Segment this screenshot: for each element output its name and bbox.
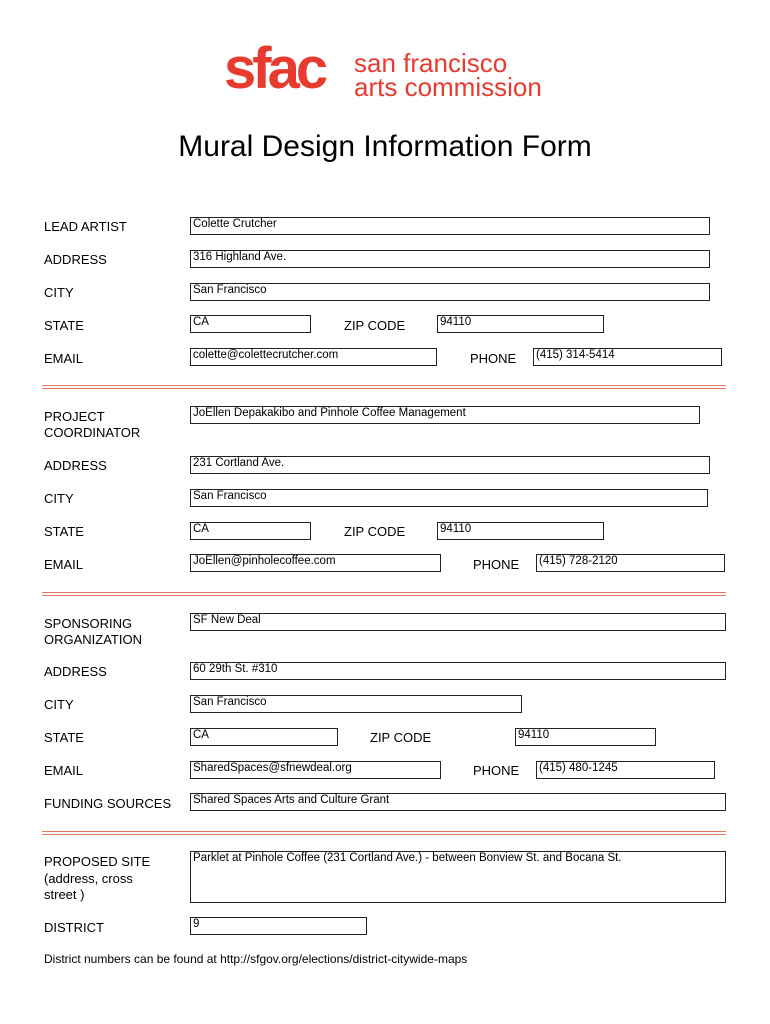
district-label: DISTRICT (44, 920, 104, 935)
project-coordinator-field[interactable]: JoEllen Depakakibo and Pinhole Coffee Management (190, 406, 700, 424)
lead-artist-address-label: ADDRESS (44, 252, 107, 267)
sponsoring-organization-phone-field[interactable]: (415) 480-1245 (536, 761, 715, 779)
district-note: District numbers can be found at http://sfgov.org/elections/district-citywide-maps (44, 952, 468, 966)
project-coordinator-phone-label: PHONE (473, 557, 520, 572)
proposed-site-label-2: (address, cross (44, 871, 133, 886)
project-coordinator-zip-label: ZIP CODE (344, 524, 406, 539)
sponsoring-organization-label-2: ORGANIZATION (44, 632, 142, 647)
sponsoring-organization-field[interactable]: SF New Deal (190, 613, 726, 631)
project-coordinator-address-field[interactable]: 231 Cortland Ave. (190, 456, 710, 474)
sponsoring-organization-phone-label: PHONE (473, 763, 520, 778)
lead-artist-zip-field[interactable]: 94110 (437, 315, 604, 333)
lead-artist-phone-field[interactable]: (415) 314-5414 (533, 348, 722, 366)
sponsoring-organization-state-label: STATE (44, 730, 84, 745)
project-coordinator-email-field[interactable]: JoEllen@pinholecoffee.com (190, 554, 441, 572)
sponsoring-organization-zip-field[interactable]: 94110 (515, 728, 656, 746)
page-title: Mural Design Information Form (178, 130, 592, 163)
sponsoring-organization-address-field[interactable]: 60 29th St. #310 (190, 662, 726, 680)
project-coordinator-city-label: CITY (44, 491, 74, 506)
project-coordinator-address-label: ADDRESS (44, 458, 107, 473)
proposed-site-label-1: PROPOSED SITE (44, 854, 151, 869)
lead-artist-city-label: CITY (44, 285, 74, 300)
project-coordinator-state-field[interactable]: CA (190, 522, 311, 540)
section-divider (42, 385, 726, 389)
district-field[interactable]: 9 (190, 917, 367, 935)
lead-artist-zip-label: ZIP CODE (344, 318, 406, 333)
lead-artist-email-field[interactable]: colette@colettecrutcher.com (190, 348, 437, 366)
proposed-site-field[interactable]: Parklet at Pinhole Coffee (231 Cortland Ave.) - between Bonview St. and Bocana St. (190, 851, 726, 903)
logo-line-2: arts commission (354, 72, 542, 102)
project-coordinator-phone-field[interactable]: (415) 728-2120 (536, 554, 725, 572)
lead-artist-state-field[interactable]: CA (190, 315, 311, 333)
proposed-site-label-3: street ) (44, 887, 85, 902)
lead-artist-phone-label: PHONE (470, 351, 517, 366)
sponsoring-organization-zip-label: ZIP CODE (370, 730, 432, 745)
project-coordinator-state-label: STATE (44, 524, 84, 539)
lead-artist-email-label: EMAIL (44, 351, 84, 366)
sponsoring-organization-email-field[interactable]: SharedSpaces@sfnewdeal.org (190, 761, 441, 779)
sponsoring-organization-email-label: EMAIL (44, 763, 84, 778)
project-coordinator-label-2: COORDINATOR (44, 425, 141, 440)
sponsoring-organization-state-field[interactable]: CA (190, 728, 338, 746)
logo-line-1: san francisco (354, 48, 508, 78)
project-coordinator-label-1: PROJECT (44, 409, 105, 424)
section-divider (42, 592, 726, 596)
lead-artist-state-label: STATE (44, 318, 84, 333)
lead-artist-label: LEAD ARTIST (44, 219, 127, 234)
funding-sources-label: FUNDING SOURCES (44, 796, 172, 811)
sponsoring-organization-label-1: SPONSORING (44, 616, 133, 631)
sponsoring-organization-city-field[interactable]: San Francisco (190, 695, 522, 713)
section-divider (42, 831, 726, 835)
sfac-logo (224, 38, 554, 100)
lead-artist-address-field[interactable]: 316 Highland Ave. (190, 250, 710, 268)
lead-artist-field[interactable]: Colette Crutcher (190, 217, 710, 235)
lead-artist-city-field[interactable]: San Francisco (190, 283, 710, 301)
project-coordinator-zip-field[interactable]: 94110 (437, 522, 604, 540)
sponsoring-organization-city-label: CITY (44, 697, 74, 712)
logo-mark: sfac (224, 36, 325, 101)
project-coordinator-city-field[interactable]: San Francisco (190, 489, 708, 507)
sponsoring-organization-address-label: ADDRESS (44, 664, 107, 679)
funding-sources-field[interactable]: Shared Spaces Arts and Culture Grant (190, 793, 726, 811)
project-coordinator-email-label: EMAIL (44, 557, 84, 572)
